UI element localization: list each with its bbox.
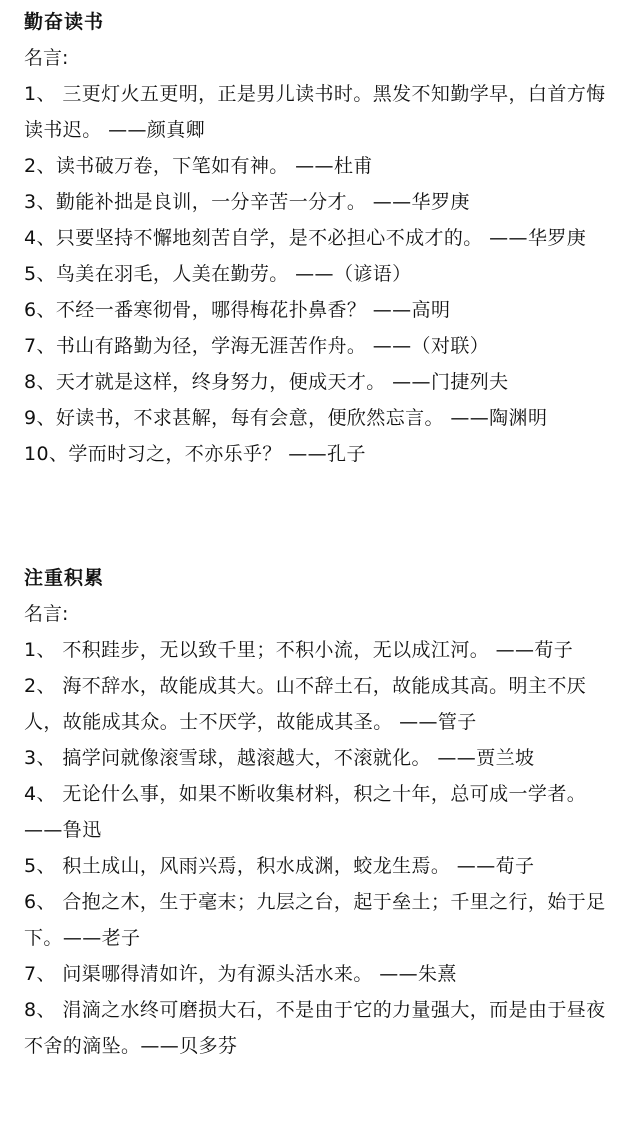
- quotes-label: 名言:: [24, 603, 69, 625]
- quote-item: [24, 76, 616, 148]
- quote-text: 搞学问就像滚雪球，越滚越大，不滚就化。: [55, 747, 431, 769]
- quote-item: [24, 364, 616, 400]
- quotes-label: 名言:: [24, 47, 69, 69]
- quote-text: 不经一番寒彻骨，哪得梅花扑鼻香？: [55, 299, 367, 321]
- section-title: 注重积累: [24, 567, 105, 589]
- quote-number: 6、: [24, 891, 56, 913]
- quote-author: ——贝多芬: [140, 1035, 238, 1057]
- quote-item: [24, 184, 616, 220]
- quote-item: [24, 956, 616, 992]
- quote-author: ——朱熹: [379, 963, 457, 985]
- section-title: 勤奋读书: [24, 11, 105, 33]
- quote-number: 1、: [24, 83, 56, 105]
- quote-number: 3、: [24, 191, 56, 213]
- quote-text: 不积跬步，无以致千里；不积小流，无以成江河。: [55, 639, 490, 661]
- quote-author: ——杜甫: [295, 155, 373, 177]
- quote-text: 勤能补拙是良训，一分辛苦一分才。: [55, 191, 367, 213]
- quote-number: 8、: [24, 371, 56, 393]
- quote-author: ——高明: [372, 299, 451, 321]
- quote-author: ——华罗庚: [489, 227, 587, 249]
- quote-number: 3、: [24, 747, 56, 769]
- quote-item: [24, 436, 616, 472]
- quote-item: [24, 668, 616, 740]
- quote-author: ——华罗庚: [372, 191, 470, 213]
- quote-text: 无论什么事，如果不断收集材料，积之十年，总可成一学者。: [55, 783, 587, 805]
- quote-number: 9、: [24, 407, 56, 429]
- quote-item: [24, 148, 616, 184]
- quote-author: ——鲁迅: [24, 819, 102, 841]
- quote-number: 4、: [24, 783, 56, 805]
- quote-author: ——（谚语）: [295, 263, 412, 285]
- quote-author: ——贾兰坡: [437, 747, 535, 769]
- quote-author: ——陶渊明: [450, 407, 548, 429]
- quote-text: 积土成山，风雨兴焉，积水成渊，蛟龙生焉。: [55, 855, 451, 877]
- quote-author: ——门捷列夫: [392, 371, 509, 393]
- quote-item: [24, 220, 616, 256]
- quote-number: 4、: [24, 227, 56, 249]
- quote-item: [24, 400, 616, 436]
- quote-number: 7、: [24, 963, 56, 985]
- quote-author: ——颜真卿: [108, 119, 206, 141]
- quote-author: ——老子: [62, 927, 141, 949]
- quote-number: 7、: [24, 335, 56, 357]
- quote-text: 鸟美在羽毛，人美在勤劳。: [55, 263, 289, 285]
- quote-text: 三更灯火五更明，正是男儿读书时。黑发不知勤学早，白首方悔读书迟。: [24, 83, 606, 141]
- quote-text: 好读书，不求甚解，每有会意，便欣然忘言。: [55, 407, 444, 429]
- quote-number: 5、: [24, 263, 56, 285]
- quote-item: [24, 740, 616, 776]
- quote-item: [24, 256, 616, 292]
- quote-item: [24, 632, 616, 668]
- quote-author: ——（对联）: [372, 335, 490, 357]
- quote-text: 只要坚持不懈地刻苦自学，是不必担心不成才的。: [55, 227, 483, 249]
- quote-author: ——孔子: [288, 443, 366, 465]
- quote-text: 书山有路勤为径，学海无涯苦作舟。: [55, 335, 367, 357]
- section-diligent-reading: [24, 4, 616, 472]
- quote-text: 学而时习之，不亦乐乎？: [68, 443, 282, 465]
- quote-number: 2、: [24, 675, 56, 697]
- quote-item: [24, 328, 616, 364]
- quote-number: 6、: [24, 299, 56, 321]
- quote-author: ——荀子: [456, 855, 535, 877]
- quote-item: [24, 884, 616, 956]
- quote-text: 问渠哪得清如许，为有源头活水来。: [55, 963, 373, 985]
- quote-number: 8、: [24, 999, 56, 1021]
- quote-text: 涓滴之水终可磨损大石，不是由于它的力量强大，而是由于昼夜不舍的滴坠。: [24, 999, 606, 1057]
- quote-text: 合抱之木，生于毫末；九层之台，起于垒土；千里之行，始于足下。: [24, 891, 606, 949]
- quote-number: 2、: [24, 155, 56, 177]
- quote-text: 读书破万卷，下笔如有神。: [55, 155, 289, 177]
- quote-item: [24, 848, 616, 884]
- section-accumulation: [24, 560, 616, 1064]
- quote-number: 1、: [24, 639, 56, 661]
- quote-item: [24, 776, 616, 848]
- quote-number: 5、: [24, 855, 56, 877]
- quote-text: 天才就是这样，终身努力，便成天才。: [55, 371, 386, 393]
- quote-item: [24, 992, 616, 1064]
- quote-item: [24, 292, 616, 328]
- quote-number: 10、: [24, 443, 69, 465]
- quote-text: 海不辞水，故能成其大。山不辞土石，故能成其高。明主不厌人，故能成其众。士不厌学，故能成其圣。: [24, 675, 587, 733]
- quote-author: ——荀子: [495, 639, 574, 661]
- quote-author: ——管子: [399, 711, 477, 733]
